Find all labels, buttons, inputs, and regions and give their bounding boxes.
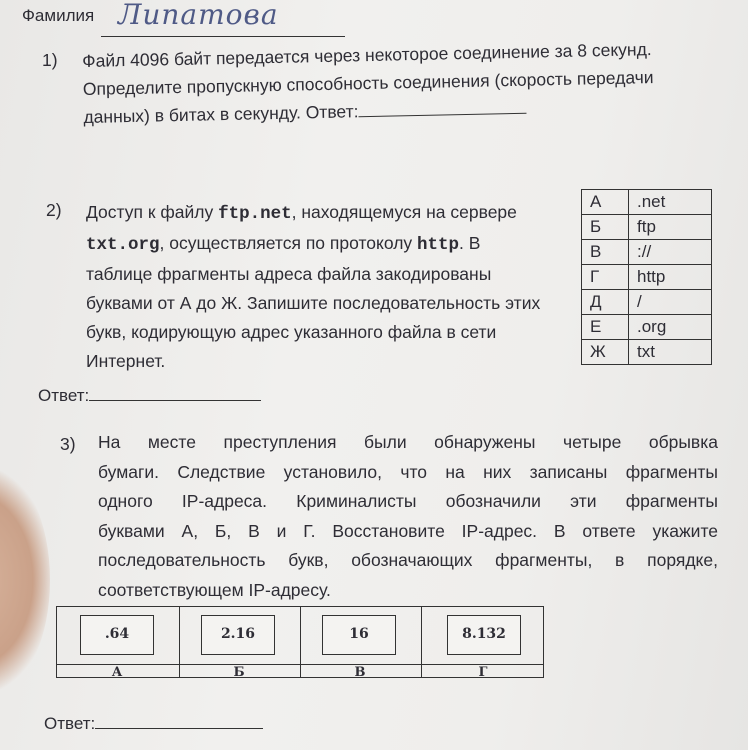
- ip-fragments-table: [56, 606, 544, 678]
- fragment-letter-v: В: [354, 665, 366, 680]
- q2-line6: Интернет.: [86, 351, 166, 371]
- table-row: В ://: [582, 240, 712, 265]
- q2-line3: таблице фрагменты адреса файла закодированы: [86, 264, 492, 284]
- q3-line3: одного IP-адреса. Криминалисты обозначили эти фрагменты: [98, 491, 718, 511]
- table-row: Ж txt: [582, 340, 712, 365]
- table-row: А .net: [582, 190, 712, 215]
- q3-text: [98, 428, 718, 605]
- q1-answer-label: Ответ:: [305, 101, 359, 123]
- surname-label: Фамилия: [22, 6, 95, 25]
- q2-answer-label: Ответ:: [38, 386, 90, 405]
- q3-answer-blank[interactable]: [95, 728, 263, 729]
- q1-line3: данных) в битах в секунду. Ответ:: [83, 91, 654, 131]
- surname-handwriting: Липатова: [118, 0, 279, 31]
- q2-line4: буквами от А до Ж. Запишите последовательность этих: [86, 293, 541, 313]
- q3-line2: бумаги. Следствие установило, что на них записаны фрагменты: [98, 461, 718, 482]
- q3-answer: [44, 714, 263, 734]
- q1-answer-blank[interactable]: [359, 113, 527, 118]
- q3-line4: буквами А, Б, В и Г. Восстановите IP-адрес. В ответе укажите: [98, 520, 718, 541]
- q2-protocol: http: [417, 235, 460, 255]
- q1-line2: Определите пропускную способность соединения (скорость передачи: [82, 67, 654, 99]
- table-row: Г http: [582, 265, 712, 290]
- fragment-g: 8.132: [447, 615, 521, 655]
- fragment-letter-b: Б: [233, 665, 245, 680]
- q2-answer: [38, 386, 261, 406]
- q2-file-name: ftp.net: [218, 204, 292, 224]
- divider: [300, 607, 301, 677]
- table-row: Е .org: [582, 315, 712, 340]
- q2-number: 2): [46, 200, 62, 220]
- fragment-v: 16: [322, 615, 396, 655]
- q3-answer-label: Ответ:: [44, 714, 96, 733]
- q1-line1: Файл 4096 байт передается через некоторое соединение за 8 секунд.: [82, 39, 652, 71]
- q2-answer-blank[interactable]: [89, 400, 261, 401]
- q2-line2: txt.org, осуществляется по протоколу http. В: [86, 233, 481, 255]
- divider: [421, 607, 422, 677]
- divider: [179, 607, 180, 677]
- q2-line1: Доступ к файлу ftp.net, находящемуся на сервере: [86, 202, 517, 224]
- q3-line5: последовательность букв, обозначающих фрагменты, в порядке,: [98, 550, 718, 570]
- q3-number: 3): [60, 434, 76, 454]
- fragment-a: .64: [80, 615, 154, 655]
- q1-text: [82, 35, 654, 131]
- table-row: Д /: [582, 290, 712, 315]
- q1-number: 1): [42, 50, 58, 70]
- table-row: Б ftp: [582, 215, 712, 240]
- address-code-table: [581, 189, 712, 365]
- surname-underline: [101, 36, 345, 37]
- q2-line5: букв, кодирующую адрес указанного файла в сети: [86, 322, 497, 342]
- fragment-b: 2.16: [201, 615, 275, 655]
- q2-text: [86, 198, 540, 376]
- fragment-letter-g: Г: [478, 665, 488, 680]
- fragment-letter-a: А: [111, 665, 123, 680]
- q3-line6: соответствующем IP-адресу.: [98, 579, 331, 600]
- q2-server-name: txt.org: [86, 235, 160, 255]
- q3-line1: На месте преступления были обнаружены четыре обрывка: [98, 432, 718, 452]
